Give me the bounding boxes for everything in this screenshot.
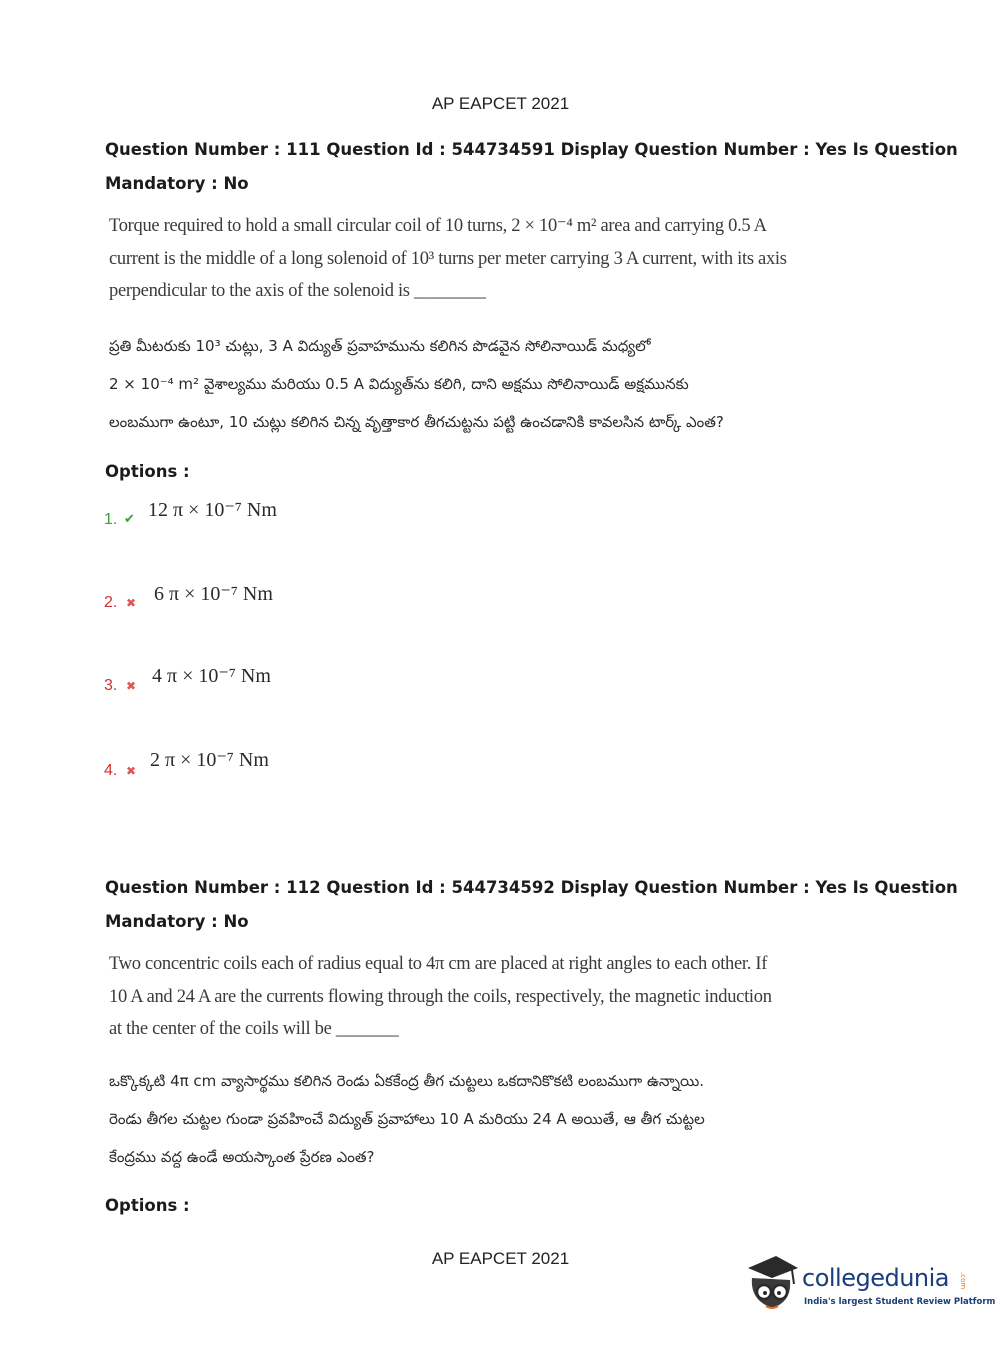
text-line: కేంద్రము వద్ద ఉండే అయస్కాంత ప్రేరణ ఎంత? (109, 1148, 375, 1166)
check-icon: ✔ (124, 512, 135, 527)
question-112-telugu-text (109, 1062, 749, 1176)
text-line: లంబముగా ఉంటూ, 10 చుట్లు కలిగిన చిన్న వృత్తాకార తీగచుట్టను పట్టి ఉంచడానికి కావలసిన టార్క్ ఎంత? (109, 413, 724, 431)
page-footer: AP EAPCET 2021 (431, 1249, 570, 1268)
option-number: 4. (104, 762, 118, 779)
mascot-icon (742, 1250, 802, 1320)
text-line: 2 × 10⁻⁴ m² వైశాల్యము మరియు 0.5 A విద్యుత్‌ను కలిగి, దాని అక్షము సోలినాయిడ్ అక్షమునకు (109, 375, 689, 393)
text-line: Two concentric coils each of radius equal to 4π cm are placed at right angles to each other. If (109, 954, 768, 974)
option-3[interactable] (104, 661, 404, 701)
logo-wordmark: collegedunia (802, 1264, 950, 1292)
question-mandatory: Mandatory : No (105, 912, 249, 931)
option-1[interactable] (104, 495, 404, 535)
option-number: 3. (104, 677, 118, 694)
option-value: 6 π × 10⁻⁷ Nm (154, 583, 273, 605)
option-number: 2. (104, 594, 118, 611)
question-meta-line: Question Number : 112 Question Id : 544734592 Display Question Number : Yes Is Question (105, 878, 958, 897)
text-line: రెండు తీగల చుట్టల గుండా ప్రవహించే విద్యుత్ ప్రవాహాలు 10 A మరియు 24 A అయితే, ఆ తీగ చుట్టల (109, 1110, 705, 1128)
logo-domain: .com (959, 1272, 967, 1290)
cross-icon: ✖ (126, 764, 137, 778)
text-line: 10 A and 24 A are the currents flowing through the coils, respectively, the magnetic induction (109, 986, 772, 1007)
option-value: 2 π × 10⁻⁷ Nm (150, 749, 269, 771)
text-line: Torque required to hold a small circular coil of 10 turns, 2 × 10⁻⁴ m² area and carrying 0.5 A (109, 216, 767, 236)
question-112-meta (105, 871, 958, 939)
cross-icon: ✖ (126, 596, 137, 610)
text-line: ఒక్కొక్కటి 4π cm వ్యాసార్థము కలిగిన రెండు ఏకకేంద్ర తీగ చుట్టలు ఒకదానికొకటి లంబముగా ఉన్నాయి. (109, 1072, 705, 1090)
question-111-english-text (109, 210, 787, 308)
text-line: current is the middle of a long solenoid of 10³ turns per meter carrying 3 A current, with its axis (109, 248, 787, 269)
option-2[interactable] (104, 578, 404, 618)
page-header: AP EAPCET 2021 (431, 94, 570, 113)
question-111-telugu-text (109, 327, 749, 441)
cross-icon: ✖ (126, 679, 137, 693)
question-112-english-text (109, 948, 772, 1046)
question-meta-line: Question Number : 111 Question Id : 544734591 Display Question Number : Yes Is Question (105, 140, 958, 159)
collegedunia-logo[interactable] (742, 1250, 996, 1320)
options-label: Options : (105, 1196, 190, 1215)
question-mandatory: Mandatory : No (105, 174, 249, 193)
question-111-meta (105, 133, 958, 201)
options-label: Options : (105, 462, 190, 481)
logo-tagline: India's largest Student Review Platform (804, 1297, 996, 1307)
option-number: 1. (104, 511, 118, 528)
text-line: ప్రతి మీటరుకు 10³ చుట్లు, 3 A విద్యుత్ ప్రవాహమును కలిగిన పొడవైన సోలినాయిడ్ మధ్యలో (109, 337, 651, 355)
text-line: at the center of the coils will be _______ (109, 1019, 399, 1039)
option-value: 4 π × 10⁻⁷ Nm (152, 665, 271, 687)
option-value: 12 π × 10⁻⁷ Nm (148, 499, 277, 521)
option-4[interactable] (104, 745, 404, 785)
text-line: perpendicular to the axis of the solenoid is ________ (109, 281, 486, 301)
